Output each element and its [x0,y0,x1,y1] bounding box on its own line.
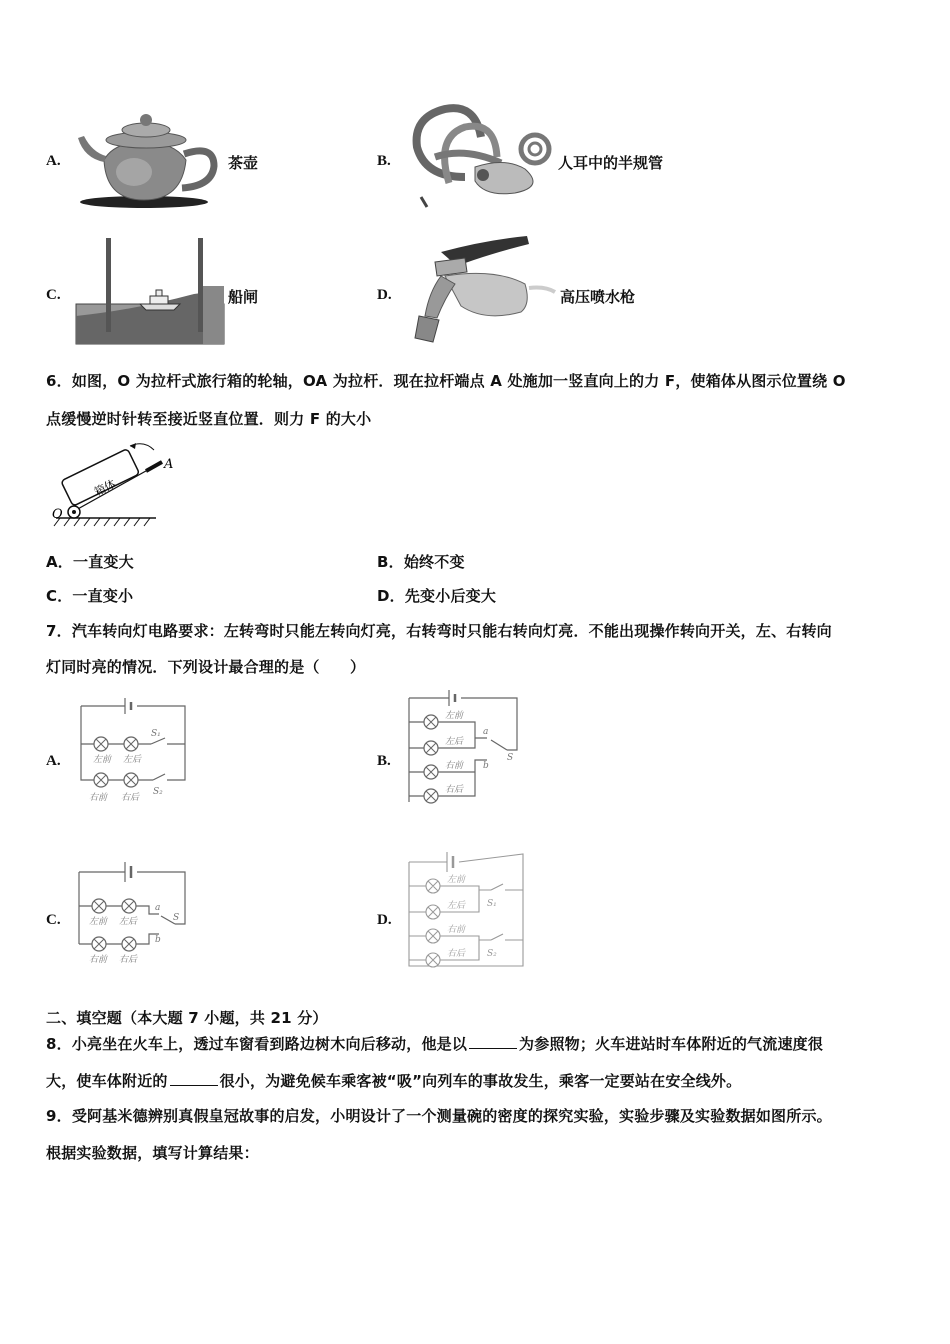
lamp-label: 右后 [119,955,138,965]
section-title: 二、填空题（本大题 7 小题，共 21 分） [46,1009,328,1027]
switch-label: b [483,761,489,771]
lamp-label: 右前 [447,925,466,935]
option-a-text: 茶壶 [228,154,259,172]
inner-ear-image [405,97,557,209]
q6-stem-line1: 6．如图，O 为拉杆式旅行箱的轮轴，OA 为拉杆．现在拉杆端点 A 处施加一竖直向上的力 F，使箱体从图示位置绕 O [46,372,846,390]
suitcase-figure [46,440,186,532]
q6-option-d: D．先变小后变大 [377,587,497,605]
lamp-label: 左前 [93,755,112,765]
q6-stem-line2: 点缓慢逆时针转至接近竖直位置．则力 F 的大小 [46,410,372,428]
lamp-label: 右后 [121,793,140,803]
switch-label: S₂ [487,949,497,959]
lamp-label: 右后 [445,785,464,795]
point-o: O [52,507,63,522]
q7-option-a-label: A. [46,753,61,769]
point-a: A [164,457,174,472]
switch-label: a [483,727,489,737]
circuit-b-diagram [405,688,523,810]
switch-label: S₁ [487,899,497,909]
lamp-label: 右前 [89,955,108,965]
lamp-label: 左后 [119,917,138,927]
lamp-label: 左前 [447,875,466,885]
q9-stem-line1: 9．受阿基米德辨别真假皇冠故事的启发，小明设计了一个测量碗的密度的探究实验，实验步骤及实验数据如图所示。 [46,1107,832,1125]
switch-label: b [155,935,161,945]
q6-option-b: B．始终不变 [377,553,465,571]
option-d-text: 高压喷水枪 [560,288,636,306]
answer-blank-2[interactable] [170,1073,218,1086]
ship-lock-image [74,234,226,346]
option-c-text: 船闸 [228,288,259,306]
q7-option-c-label: C. [46,912,61,928]
spray-gun-image [405,232,557,348]
q7-stem-line2: 灯同时亮的情况．下列设计最合理的是（ ） [46,658,366,676]
box-label: 箱体 [92,477,118,499]
circuit-c-diagram [75,854,193,970]
q8-stem-line2: 大，使车体附近的 很小，为避免候车乘客被“吸”向列车的事故发生，乘客一定要站在安全线外。 [46,1072,742,1090]
switch-label: S₂ [153,787,163,797]
switch-label: a [155,903,161,913]
q7-option-d-label: D. [377,912,392,928]
q8-stem-line1: 8．小亮坐在火车上，透过车窗看到路边树木向后移动，他是以 为参照物；火车进站时车体附近的气流速度很 [46,1035,824,1053]
lamp-label: 右前 [445,761,464,771]
option-b-label: B. [377,153,391,169]
q7-option-b-label: B. [377,753,391,769]
q6-option-c: C．一直变小 [46,587,134,605]
q9-stem-line2: 根据实验数据，填写计算结果： [46,1144,259,1162]
option-c-label: C. [46,287,61,303]
q6-option-a: A．一直变大 [46,553,134,571]
lamp-label: 左后 [445,737,464,747]
teapot-image [74,100,224,212]
switch-label: S [507,753,514,763]
lamp-label: 左前 [445,711,464,721]
lamp-label: 右后 [447,949,466,959]
option-a-label: A. [46,153,61,169]
switch-label: S [173,913,180,923]
lamp-label: 右前 [89,793,108,803]
circuit-d-diagram [405,846,529,970]
q7-stem-line1: 7．汽车转向灯电路要求：左转弯时只能左转向灯亮，右转弯时只能右转向灯亮．不能出现操作转向开关，左、右转向 [46,622,832,640]
circuit-a-diagram [75,694,193,810]
option-d-label: D. [377,287,392,303]
lamp-label: 左前 [89,917,108,927]
lamp-label: 左后 [123,755,142,765]
switch-label: S₁ [151,729,161,739]
answer-blank-1[interactable] [469,1036,517,1049]
option-b-text: 人耳中的半规管 [558,154,664,172]
lamp-label: 左后 [447,901,466,911]
